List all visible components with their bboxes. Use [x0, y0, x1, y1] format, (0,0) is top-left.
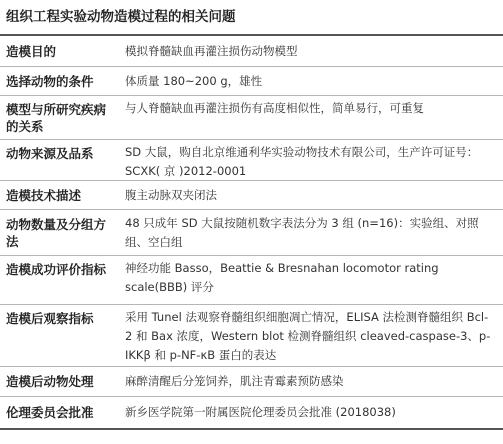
table-row: [0, 181, 503, 210]
table-row: [0, 96, 503, 140]
row-value: 麻醉清醒后分笼饲养，肌注青霉素预防感染: [125, 374, 344, 388]
row-value: 体质量 180~200 g，雄性: [125, 73, 263, 88]
row-label: 造模后动物处理: [6, 374, 94, 389]
row-value: 腹主动脉双夹闭法: [125, 187, 217, 202]
table-row: [0, 367, 503, 397]
row-label: 造模成功评价指标: [6, 262, 107, 277]
row-value: 与人脊髓缺血再灌注损伤有高度相似性，简单易行，可重复: [125, 101, 424, 115]
row-label: 造模目的: [6, 43, 57, 59]
table-row: [0, 140, 503, 181]
row-value: 模拟脊髓缺血再灌注损伤动物模型: [125, 43, 298, 58]
row-value: SD 大鼠，购自北京维通利华实验动物技术有限公司，生产许可证号：SCXK( 京 )2012-0001: [125, 145, 479, 178]
row-value: 神经功能 Basso，Beattie & Bresnahan locomotor rating scale(BBB) 评分: [125, 261, 439, 294]
row-label: 造模后观察指标: [6, 311, 94, 326]
table-row: [0, 305, 503, 367]
table-row: [0, 210, 503, 256]
table-row: [0, 256, 503, 305]
row-label: 伦理委员会批准: [6, 405, 94, 420]
table-title: 组织工程实验动物造模过程的相关问题: [0, 0, 503, 34]
table-row: [0, 67, 503, 96]
row-value: 采用 Tunel 法观察脊髓组织细胞凋亡情况，ELISA 法检测脊髓组织 Bcl-2 和 Bax 浓度，Western blot 检测脊髓组织 cleaved-caspase-3、p-IKKβ 和 p-NF-κB 蛋白的表达: [125, 310, 491, 362]
table-row: [0, 397, 503, 428]
row-label: 造模技术描述: [6, 187, 82, 203]
row-value: 新乡医学院第一附属医院伦理委员会批准 (2018038): [125, 405, 396, 419]
row-label: 动物来源及品系: [6, 146, 94, 161]
row-label: 选择动物的条件: [6, 73, 94, 89]
row-label: 模型与所研究疾病的关系: [6, 101, 107, 134]
table-row: [0, 36, 503, 67]
row-value: 48 只成年 SD 大鼠按随机数字表法分为 3 组 (n=16)：实验组、对照组、空白组: [125, 215, 479, 249]
info-table: [0, 34, 503, 430]
row-label: 动物数量及分组方法: [6, 216, 107, 249]
